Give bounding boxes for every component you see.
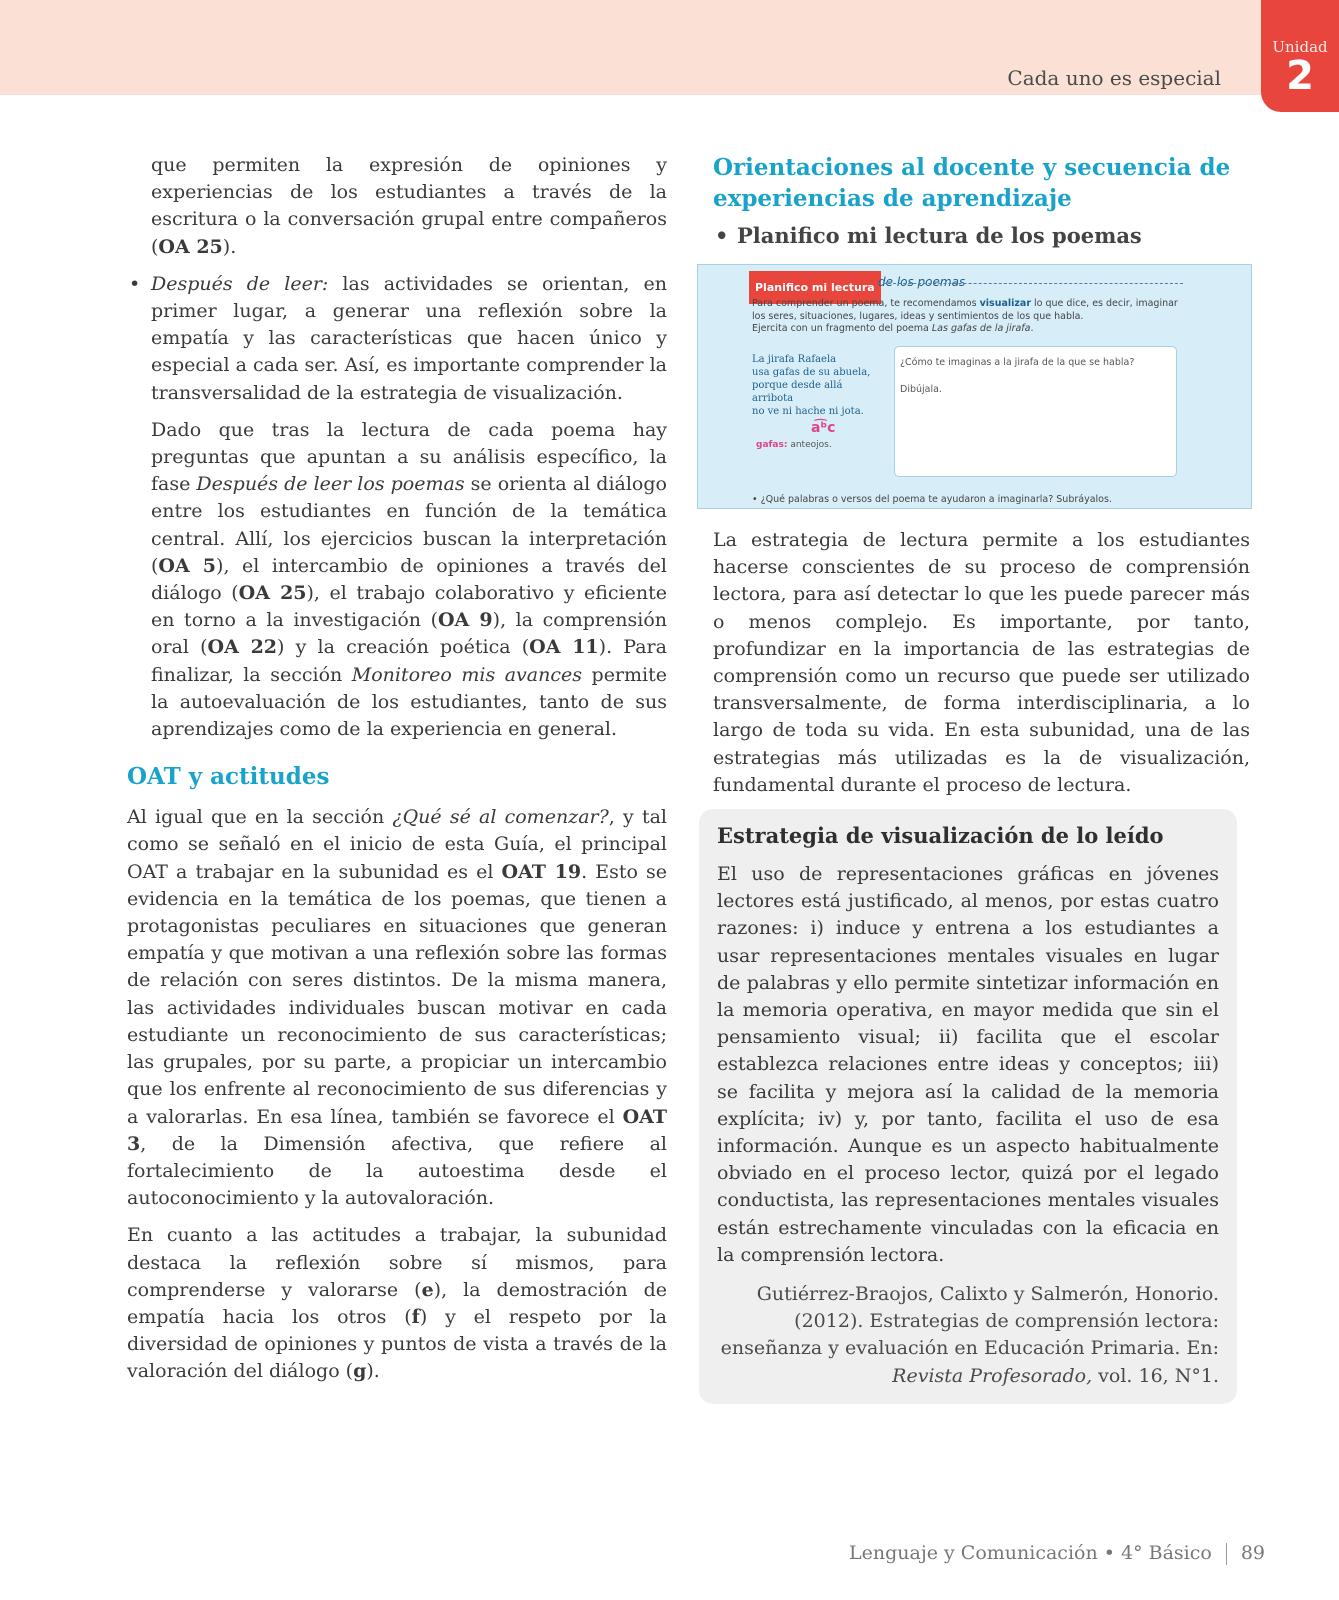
text: ), la demostración de empatía hacia los otros (	[127, 1278, 668, 1328]
text: , de la Dimensión afectiva, que refiere al fortalecimiento de la autoestima desde el autoconocimiento y la autovaloración.	[127, 1132, 667, 1210]
chapter-title: Cada uno es especial	[1007, 66, 1221, 90]
paragraph-actitudes	[127, 1222, 667, 1385]
text: Gutiérrez-Braojos, Calixto y Salmerón, Honorio. (2012). Estrategias de comprensión lectora: enseñanza y evaluación en Educación Primaria. En:	[720, 1283, 1219, 1360]
text: que permiten la expresión de opiniones y experiencias de los estudiantes a través de la escritura o la conversación grupal entre compañeros (	[151, 154, 667, 258]
quote-box-text: El uso de representaciones gráficas en jóvenes lectores está justificado, al menos, por estas cuatro razones: i) induce y entrena a los estudiantes a usar representaciones mentales visuales en lugar de palabras y ello permite sintetizar información en la memoria operativa, en mayor medida que sin el pensamiento visual; ii) facilita que el escolar establezca relaciones entre ideas y conceptos; iii) se facilita y mejora así la calidad de la memoria explícita; iv) y, por tanto, facilita el uso de esa información. Aunque es un aspecto habitualmente obviado en el proceso lector, quizá por el legado conductista, las representaciones mentales visuales están estrechamente vinculadas con la eficacia en la comprensión lectora.	[717, 863, 1219, 1266]
heading-orientaciones: Orientaciones al docente y secuencia de experiencias de aprendizaje	[713, 154, 1231, 212]
footer-separator	[1226, 1543, 1227, 1565]
text: permite la autoevaluación de los estudiantes, tanto de sus aprendizajes como de la experiencia en general.	[151, 663, 667, 741]
text: En cuanto a las actitudes a trabajar, la subunidad destaca la reflexión sobre sí mismos, para comprenderse y valorarse (	[127, 1224, 667, 1301]
oa-ref: OA 22	[207, 636, 278, 659]
text: , y tal como se señaló en el inicio de esta Guía, el principal OAT a trabajar en la subunidad es el	[127, 806, 667, 883]
quote-box-heading: Estrategia de visualización de lo leído	[717, 823, 1164, 849]
footer-subject: Lenguaje y Comunicación • 4° Básico	[849, 1542, 1212, 1564]
text-italic: Las gafas de la jirafa	[931, 323, 1031, 334]
text: vol. 16, N°1.	[1092, 1364, 1219, 1387]
glossary-word: gafas:	[756, 440, 788, 450]
text: Ejercita con un fragmento del poema	[752, 323, 932, 334]
poem-line: usa gafas de su abuela,	[752, 367, 871, 378]
page-number: 89	[1240, 1542, 1265, 1564]
bullet-despues-de-leer	[127, 271, 667, 407]
poem-line: no ve ni hache ni jota.	[752, 406, 864, 417]
oat-ref: OAT 19	[501, 860, 582, 883]
text: se orienta al diálogo entre los estudiantes en función de la temática central. Allí, los ejercicios buscan la interpretación (	[151, 473, 667, 577]
text: ), el trabajo colaborativo y eficiente en torno a la investigación (	[151, 582, 667, 632]
text-italic: Monitoreo mis avances	[351, 663, 582, 686]
subheading-text: Planifico mi lectura de los poemas	[737, 223, 1142, 248]
oa-ref: OA 9	[437, 609, 493, 632]
paragraph-intro	[127, 152, 667, 261]
card-tag-secondary: de los poemas	[878, 275, 966, 289]
quote-reference	[717, 1281, 1219, 1390]
paragraph-estrategia: La estrategia de lectura permite a los estudiantes hacerse conscientes de su proceso de comprensión lectora, para así detectar lo que les puede parecer más o menos complejo. Es importante, por tanto, profundizar en la importancia de las estrategias de comprensión como un recurso que puede ser utilizado transversalmente, de forma interdisciplinaria, a lo largo de toda su vida. En esta subunidad, una de las estrategias más utilizadas es la de visualización, fundamental durante el proceso de lectura.	[713, 529, 1250, 796]
text: Dado que tras la lectura de cada poema hay preguntas que apuntan a su análisis específico, la fase	[151, 418, 667, 496]
paragraph-fase	[127, 417, 667, 743]
right-column	[713, 152, 1250, 1404]
oa-ref: OA 5	[158, 554, 217, 577]
actitud-ref: g	[353, 1360, 367, 1383]
oat-ref: OAT 3	[127, 1105, 667, 1155]
card-divider	[878, 283, 1183, 284]
bullet-dot: •	[129, 272, 141, 295]
text: Para comprender un poema, te recomendamos	[752, 298, 980, 309]
text-italic: ¿Qué sé al comenzar?	[392, 806, 609, 829]
card-question: • ¿Qué palabras o versos del poema te ayudaron a imaginarla? Subráyalos.	[752, 494, 1112, 505]
text: ), la comprensión oral (	[151, 609, 667, 659]
heading-oat: OAT y actitudes	[127, 763, 330, 791]
actitud-ref: f	[411, 1305, 420, 1328]
activity-card	[697, 264, 1252, 509]
bullet-text: las actividades se orientan, en primer lugar, a generar una reflexión sobre la empatía y las características que hacen único y especial a cada ser. Así, es importante comprender la transversalidad de la estrategia de visualización.	[151, 272, 667, 404]
page-footer	[849, 1542, 1265, 1565]
poem-line: La jirafa Rafaela	[752, 354, 837, 365]
unit-tab	[1261, 0, 1339, 112]
glossary-icon: a͡ᵇc	[811, 420, 836, 436]
text: . Esto se evidencia en la temática de los poemas, que tienen a protagonistas peculiares en situaciones que generan empatía y que motivan a una reflexión sobre las formas de relación con seres distintos. De la misma manera, las actividades individuales buscan motivar en cada estudiante un reconocimiento de sus características; las grupales, por su parte, a propiciar un intercambio que los enfrente al reconocimiento de sus diferencias y a valorarlas. En esa línea, también se favorece el	[127, 860, 668, 1128]
glossary-entry	[756, 432, 832, 459]
glossary-definition: anteojos.	[787, 440, 832, 450]
oa-ref: OA 25	[158, 235, 223, 258]
card-instructions	[752, 298, 1192, 336]
poem-fragment	[752, 353, 882, 418]
text: lo que dice, es decir, imaginar los seres, situaciones, lugares, ideas y sentimientos de los que habla.	[752, 298, 1178, 322]
text: ) y el respeto por la diversidad de opiniones y puntos de vista a través de la valoración del diálogo (	[127, 1305, 667, 1383]
text: .	[1030, 323, 1034, 334]
text-bold: visualizar	[979, 298, 1032, 309]
text-italic: Revista Profesorado,	[892, 1364, 1093, 1387]
bullet-title: Después de leer:	[151, 272, 329, 295]
text: ).	[366, 1360, 380, 1383]
left-column	[127, 152, 667, 1396]
paragraph-oat	[127, 804, 667, 1212]
text: ), el intercambio de opiniones a través del diálogo (	[151, 554, 667, 605]
text-italic: Después de leer los poemas	[196, 473, 465, 496]
unit-number: 2	[1286, 53, 1314, 99]
text: Al igual que en la sección	[127, 806, 393, 829]
text: ) y la creación poética (	[277, 636, 530, 659]
text: ).	[222, 235, 237, 258]
quote-box	[699, 809, 1237, 1404]
text: ). Para finalizar, la sección	[151, 636, 667, 686]
actitud-ref: e	[421, 1278, 434, 1301]
drawing-box-prompt: ¿Cómo te imaginas a la jirafa de la que se habla? Dibújala.	[900, 357, 1135, 396]
unit-label: Unidad	[1272, 38, 1328, 56]
oa-ref: OA 25	[238, 582, 307, 605]
drawing-box[interactable]	[894, 346, 1177, 477]
bullet-dot: •	[715, 223, 729, 248]
oa-ref: OA 11	[529, 636, 599, 659]
poem-line: porque desde allá arribota	[752, 380, 843, 404]
card-tag: Planifico mi lectura	[749, 271, 881, 304]
subheading-planifico	[713, 222, 1250, 250]
